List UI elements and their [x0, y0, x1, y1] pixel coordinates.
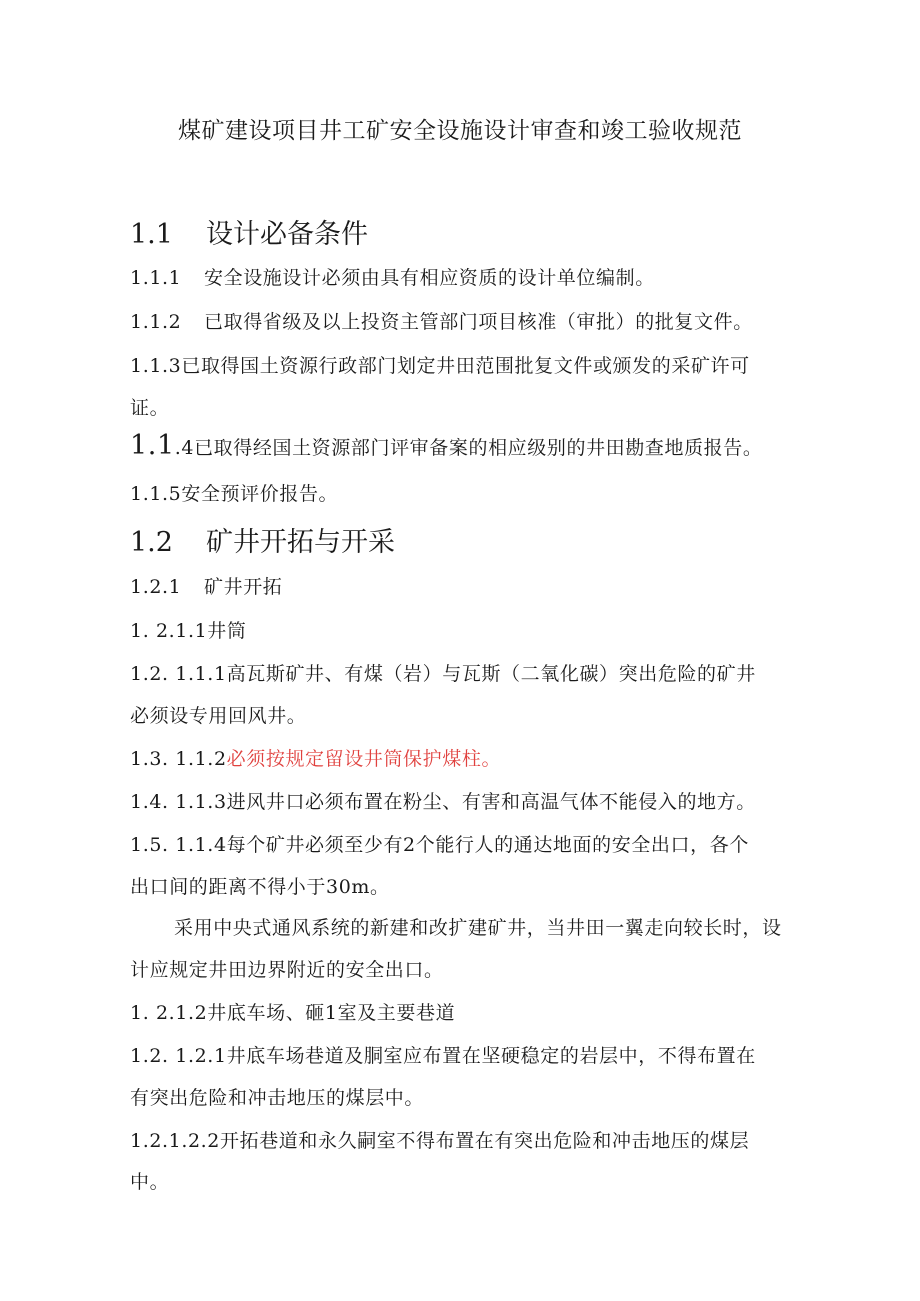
clause-1-3-1-1-2: [130, 744, 501, 771]
clause-1-2-1-2-2-line-2: 中。: [130, 1171, 170, 1193]
highlighted-clause-text: 必须按规定留设井筒保护煤柱。: [226, 748, 502, 770]
clause-1-2-1-1: 1. 2.1.1井筒: [130, 620, 247, 642]
document-title: 煤矿建设项目井工矿安全设施设计审查和竣工验收规范: [178, 118, 742, 144]
section-number: 1.2: [130, 527, 173, 558]
clause-1-1-3-line-2: 证。: [130, 397, 170, 419]
clause-text: .4已取得经国土资源部门评审备案的相应级别的井田勘查地质报告。: [174, 437, 763, 459]
clause-1-5-1-1-4-line-2: 出口间的距离不得小于30m。: [130, 876, 390, 898]
clause-text: 矿井开拓: [204, 576, 283, 598]
clause-number: 1.2.1: [130, 576, 182, 598]
section-number: 1.1: [130, 219, 173, 250]
clause-text: 已取得省级及以上投资主管部门项目核准（审批）的批复文件。: [204, 311, 753, 333]
clause-1-2-1-1-1-line-2: 必须设专用回风井。: [130, 705, 307, 727]
clause-text: 安全设施设计必须由具有相应资质的设计单位编制。: [204, 267, 655, 289]
clause-number-large: 1.1: [130, 430, 175, 461]
clause-1-5-1-1-4-line-1: 1.5. 1.1.4每个矿井必须至少有2个能行人的通达地面的安全出口，各个: [130, 834, 749, 856]
clause-1-2-1-2-1-line-1: 1.2. 1.2.1井底车场巷道及胴室应布置在坚硬稳定的岩层中，不得布置在: [130, 1045, 756, 1067]
paragraph-line-2: 计应规定井田边界附近的安全出口。: [130, 959, 444, 981]
clause-1-2-1-2-1-line-2: 有突出危险和冲击地压的煤层中。: [130, 1087, 425, 1109]
clause-1-1-3-line-1: 1.1.3已取得国土资源行政部门划定井田范围批复文件或颁发的采矿许可: [130, 355, 750, 377]
clause-1-2-1-2-2-line-1: 1.2.1.2.2开拓巷道和永久嗣室不得布置在有突出危险和冲击地压的煤层: [130, 1130, 750, 1152]
clause-1-1-5: 1.1.5安全预评价报告。: [130, 483, 339, 505]
section-heading-1-1: [130, 212, 368, 251]
clause-number: 1.3. 1.1.2: [130, 748, 227, 770]
clause-1-1-1: [130, 263, 655, 290]
clause-number: 1.1.2: [130, 311, 182, 333]
section-title: 设计必备条件: [206, 219, 368, 250]
section-heading-1-2: [130, 520, 395, 559]
clause-1-4-1-1-3: 1.4. 1.1.3进风井口必须布置在粉尘、有害和高温气体不能侵入的地方。: [130, 791, 756, 813]
paragraph-line-1: 采用中央式通风系统的新建和改扩建矿井，当井田一翼走向较长时，设: [174, 917, 782, 939]
clause-1-1-2: [130, 307, 753, 334]
clause-1-2-1-1-1-line-1: 1.2. 1.1.1高瓦斯矿井、有煤（岩）与瓦斯（二氧化碳）突出危险的矿井: [130, 663, 756, 685]
clause-1-2-1: [130, 572, 282, 599]
section-title: 矿井开拓与开采: [206, 527, 395, 558]
clause-number: 1.1.1: [130, 267, 182, 289]
clause-1-1-4: [130, 430, 762, 461]
clause-1-2-1-2: 1. 2.1.2井底车场、砸1室及主要巷道: [130, 1002, 456, 1024]
